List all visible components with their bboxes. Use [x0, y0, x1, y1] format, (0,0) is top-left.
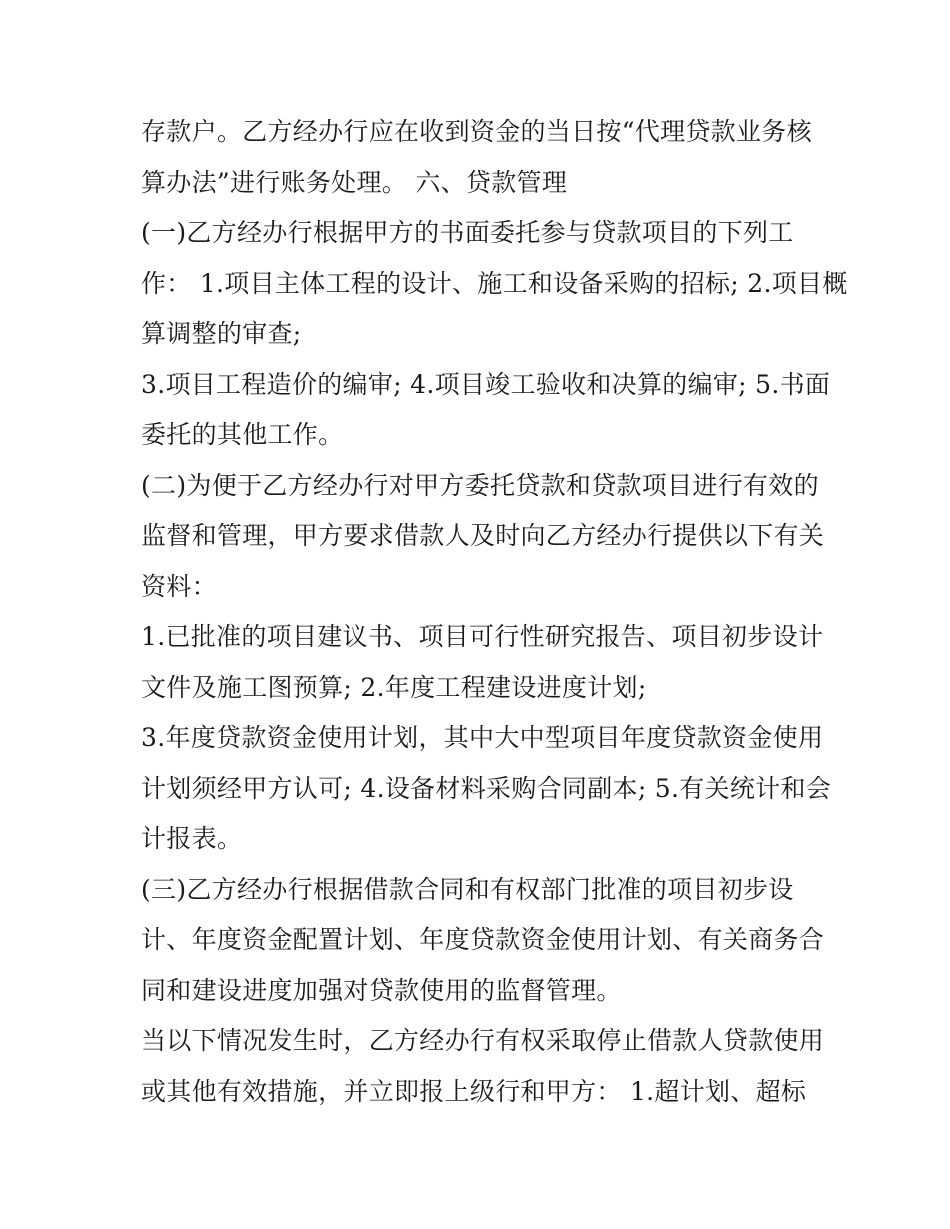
text-line: 算办法”进行账务处理。 六、贷款管理: [141, 167, 568, 197]
text-line: 当以下情况发生时，乙方经办行有权采取停止借款人贷款使用: [141, 1026, 825, 1055]
text-line: 监督和管理，甲方要求借款人及时向乙方经办行提供以下有关: [141, 521, 825, 550]
document-body: [141, 107, 848, 1117]
text-line: 作： 1.项目主体工程的设计、施工和设备采购的招标; 2.项目概: [141, 268, 848, 298]
text-line: 计、年度资金配置计划、年度贷款资金使用计划、有关商务合: [141, 925, 825, 954]
text-line: 同和建设进度加强对贷款使用的监督管理。: [141, 975, 622, 1005]
text-line: 1.已批准的项目建议书、项目可行性研究报告、项目初步设计: [141, 622, 824, 651]
text-line: 计划须经甲方认可; 4.设备材料采购合同副本; 5.有关统计和会: [141, 773, 832, 803]
text-line: (三)乙方经办行根据借款合同和有权部门批准的项目初步设: [141, 874, 794, 904]
text-line: 3.项目工程造价的编审; 4.项目竣工验收和决算的编审; 5.书面: [141, 369, 831, 399]
text-line: 算调整的审查;: [141, 319, 302, 348]
text-line: (一)乙方经办行根据甲方的书面委托参与贷款项目的下列工: [141, 218, 794, 247]
text-line: 计报表。: [141, 824, 243, 853]
text-line: 资料：: [141, 571, 217, 601]
text-line: 委托的其他工作。: [141, 420, 344, 449]
text-line: 3.年度贷款资金使用计划，其中大中型项目年度贷款资金使用: [141, 723, 824, 752]
text-line: 存款户。乙方经办行应在收到资金的当日按“代理贷款业务核: [141, 117, 812, 146]
text-line: (二)为便于乙方经办行对甲方委托贷款和贷款项目进行有效的: [141, 470, 819, 500]
text-line: 或其他有效措施，并立即报上级行和甲方： 1.超计划、超标: [141, 1076, 807, 1106]
text-line: 文件及施工图预算; 2.年度工程建设进度计划;: [141, 672, 647, 702]
